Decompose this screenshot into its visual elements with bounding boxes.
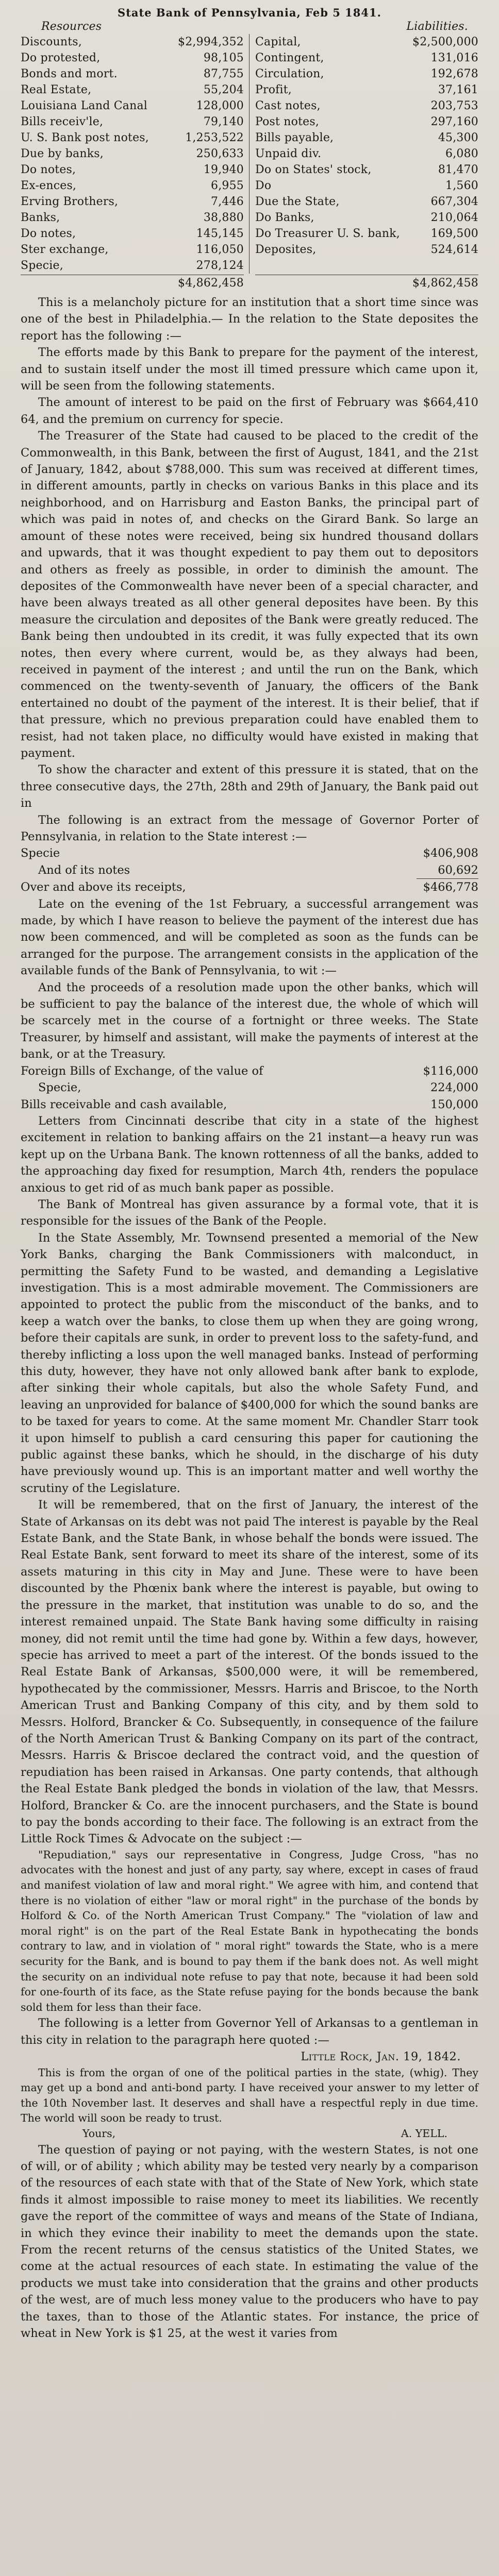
statement-row <box>21 178 244 194</box>
liabilities-heading: Liabilities. <box>406 20 468 33</box>
statement-row <box>21 82 244 98</box>
statement-row <box>21 114 244 130</box>
repudiation-quote: "Repudiation," says our representative in Congress, Judge Cross, "has no advocates with the honest and just of any party, say where, except in cases of fraud and manifest violation of law and moral right." We agree with him, and contend that there is no violation of either "law or moral right" in the purchase of the bonds by Holford & Co. of the North American Trust Company." The "violation of law and moral right" is on the part of the Real Estate Bank in hypothecating the bonds contrary to law, and in violation of " moral right" towards the State, who is a mere security for the Bank, and is bound to pay them if the bank does not. As well might the security on an individual note refuse to pay that note, because it had been sold for one-fourth of its face, as the State refuse paying for the bonds because the bank sold them for less than their face. <box>21 1848 478 2013</box>
statement-row-label: Unpaid div. <box>255 147 322 160</box>
paragraph: To show the character and extent of this pressure it is stated, that on the three consecutive days, the 27th, 28th and 29th of January, the Bank paid out in <box>21 763 478 810</box>
statement-row-amount: 524,614 <box>430 243 478 256</box>
ledger-row: Specie $406,908 <box>21 846 478 860</box>
statement-row-label: Do Banks, <box>255 211 314 224</box>
statement-row-label: Erving Brothers, <box>21 195 119 208</box>
statement-row-label: U. S. Bank post notes, <box>21 131 149 144</box>
statement-row-amount: 79,140 <box>203 115 244 128</box>
statement-title: State Bank of Pennsylvania, Feb 5 1841. <box>118 6 381 19</box>
statement-row-amount: 131,016 <box>430 52 478 64</box>
statement-row-amount: 297,160 <box>430 115 478 128</box>
statement-row-label: Do protested, <box>21 52 101 64</box>
statement-row <box>21 98 244 114</box>
statement-row-label: Due the State, <box>255 195 340 208</box>
statement-row-amount: 6,955 <box>211 179 244 192</box>
paragraph: In the State Assembly, Mr. Townsend presented a memorial of the New York Banks, charging the Bank Commissioners with malconduct, in permitting the Safety Fund to be wasted, and demanding a Legislative investigation. This is a most admirable movement. The Commissioners are appointed to protect the public from the misconduct of the banks, and to keep a watch over the banks, to close them up when they are going wrong, before their capitals are sunk, in order to prevent loss to the safety-fund, and thereby inflicting a loss upon the well managed banks. Instead of performing this duty, however, they have not only allowed bank after bank to explode, after sinking their whole capitals, but also the whole Safety Fund, and leaving an unprovided for balance of $400,000 for which the sound banks are to be taxed for years to come. At the same moment Mr. Chandler Starr took it upon himself to publish a card censuring this paper for cautioning the public against these banks, which he should, in the discharge of his duty have previously wound up. This is an important matter and well worthy the scrutiny of the Legislature. <box>21 1231 478 1495</box>
statement-row-amount: 278,124 <box>196 259 244 272</box>
statement-row <box>255 146 478 162</box>
ledger-row: Specie, 224,000 <box>38 1081 478 1095</box>
statement-row-label: Deposites, <box>255 243 317 256</box>
statement-body <box>21 34 478 274</box>
statement-row-label: Circulation, <box>255 67 324 80</box>
statement-row-label: Do Treasurer U. S. bank, <box>255 227 400 240</box>
statement-row <box>21 162 244 178</box>
statement-row-amount: 169,500 <box>430 227 478 240</box>
statement-row-amount: 19,940 <box>203 163 244 176</box>
paragraph: This is a melancholy picture for an institution that a short time since was one of the best in Philadelphia.— In the relation to the State deposites the report has the following :— <box>21 296 478 343</box>
statement-row <box>21 258 244 274</box>
statement-row-amount: 1,560 <box>445 179 478 192</box>
statement-row <box>255 162 478 178</box>
statement-row <box>255 242 478 258</box>
yell-letter: This is from the organ of one of the political parties in the state, (whig). They may get up a bond and anti-bond party. I have received your answer to my letter of the 10th November last. It deserves and shall have a respectful reply in due time. The world will soon be ready to trust. <box>21 2066 478 2125</box>
paragraph: The Treasurer of the State had caused to be placed to the credit of the Commonwealth, in this Bank, between the first of August, 1841, and the 21st of January, 1842, about $788,000. This sum was received at different times, in different amounts, partly in checks on various Banks in this place and its neighborhood, and on Harrisburg and Easton Banks, the principal part of which was paid in notes of, and checks on the Girard Bank. So large an amount of these notes were received, being six hundred thousand dollars and upwards, that it was thought expedient to pay them out to depositors and others as freely as possible, in order to diminish the amount. The deposites of the Commonwealth have never been of a special character, and have been always treated as all other general deposites have been. By this measure the circulation and deposites of the Bank were greatly reduced. The Bank being then undoubted in its credit, it was fully expected that its own notes, then every where current, would be, as they always had been, received in payment of the interest ; and until the run on the Bank, which commenced on the twenty-seventh of January, the officers of the Bank entertained no doubt of the payment of the interest. It is their belief, that if that pressure, which no previous preparation could have enabled them to resist, had not taken place, no difficulty would have existed in making that payment. <box>21 429 478 760</box>
statement-row <box>21 34 244 50</box>
statement-row <box>21 130 244 146</box>
paragraph: Letters from Cincinnati describe that city in a state of the highest excitement in relation to banking affairs on the 21 instant—a heavy run was kept up on the Urbana Bank. The known rottenness of all the banks, added to the approaching day fixed for resumption, March 4th, renders the populace anxious to get rid of as much bank paper as possible. <box>21 1114 478 1195</box>
statement-row <box>255 194 478 210</box>
statement-row-amount: 128,000 <box>196 99 244 112</box>
paragraph: The following is a letter from Governor Yell of Arkansas to a gentleman in this city in relation to the paragraph here quoted :— <box>21 2016 478 2047</box>
statement-totals <box>21 275 478 291</box>
statement-row-label: Post notes, <box>255 115 320 128</box>
statement-row <box>21 146 244 162</box>
statement-row <box>255 98 478 114</box>
letter-dateline: Little Rock, Jan. 19, 1842. <box>301 2050 461 2064</box>
statement-row-amount: 37,161 <box>438 83 478 96</box>
girard-payout-ledger <box>21 845 478 895</box>
paragraph: The efforts made by this Bank to prepare for the payment of the interest, and to sustain itself under the most ill timed pressure which came upon it, will be seen from the following statements. <box>21 346 478 393</box>
liabilities-total: $4,862,458 <box>255 275 478 291</box>
statement-row <box>255 82 478 98</box>
ledger-total-row: Over and above its receipts, $466,778 <box>21 880 478 894</box>
ledger-row: And of its notes 60,692 <box>21 862 478 879</box>
statement-row-amount: 7,446 <box>211 195 244 208</box>
statement-row <box>21 50 244 66</box>
statement-row <box>21 194 244 210</box>
liabilities-column <box>255 34 478 274</box>
available-funds-ledger <box>21 1063 478 1113</box>
statement-row-label: Real Estate, <box>21 83 92 96</box>
statement-row-label: Discounts, <box>21 36 82 48</box>
statement-row-amount: 6,080 <box>445 147 478 160</box>
statement-row-amount: 87,755 <box>203 67 244 80</box>
statement-row-label: Cast notes, <box>255 99 321 112</box>
letter-signature <box>21 2126 478 2142</box>
statement-row-amount: 192,678 <box>430 67 478 80</box>
statement-row-label: Banks, <box>21 211 60 224</box>
statement-row-amount: 116,050 <box>196 243 244 256</box>
statement-row <box>255 226 478 242</box>
statement-row-amount: 250,633 <box>196 147 244 160</box>
statement-row-amount: 667,304 <box>430 195 478 208</box>
ledger-row: Bills receivable and cash available, 150,000 <box>21 1097 478 1111</box>
statement-row-amount: $2,500,000 <box>412 36 478 48</box>
statement-row <box>255 130 478 146</box>
statement-row-label: Bills receiv'le, <box>21 115 104 128</box>
paragraph: And the proceeds of a resolution made upon the other banks, which will be sufficient to pay the balance of the interest due, the whole of which will be scarcely met in the course of a fortnight or three weeks. The State Treasurer, by himself and assistant, will make the payments of interest at the bank, or at the Treasury. <box>21 980 478 1061</box>
statement-row <box>255 114 478 130</box>
statement-row-label: Profit, <box>255 83 292 96</box>
statement-row-amount: 210,064 <box>430 211 478 224</box>
statement-row <box>255 210 478 226</box>
signature-name: A. YELL. <box>401 2127 447 2140</box>
statement-row-label: Specie, <box>21 259 63 272</box>
statement-row-amount: 98,105 <box>203 52 244 64</box>
statement-headings <box>21 20 478 34</box>
paragraph: Late on the evening of the 1st February, a successful arrangement was made, by which I have reason to believe the payment of the interest due has now been commenced, and will be completed as soon as the funds can be arranged for the purpose. The arrangement consists in the application of the available funds of the Bank of Pennsylvania, to wit :— <box>21 897 478 978</box>
statement-row-amount: 45,300 <box>438 131 478 144</box>
signature-closing: Yours, <box>82 2127 116 2140</box>
ledger-row: Foreign Bills of Exchange, of the value of $116,000 <box>21 1064 478 1078</box>
statement-row-label: Do notes, <box>21 163 76 176</box>
statement-row-amount: 81,470 <box>438 163 478 176</box>
column-divider <box>249 34 250 274</box>
resources-heading: Resources <box>41 20 102 33</box>
paragraph: The amount of interest to be paid on the first of February was $664,410 64, and the premium on currency for specie. <box>21 396 478 426</box>
statement-row <box>21 226 244 242</box>
statement-row-label: Ster exchange, <box>21 243 109 256</box>
statement-row-amount: 203,753 <box>430 99 478 112</box>
statement-row-amount: 38,880 <box>203 211 244 224</box>
statement-row-label: Capital, <box>255 36 301 48</box>
resources-column <box>21 34 244 274</box>
statement-row <box>21 242 244 258</box>
statement-row <box>21 66 244 82</box>
statement-row-label: Louisiana Land Canal <box>21 99 148 112</box>
paragraph: It will be remembered, that on the first of January, the interest of the State of Arkansas on its debt was not paid The interest is payable by the Real Estate Bank, and the State Bank, in whose behalf the bonds were issued. The Real Estate Bank, sent forward to meet its share of the interest, some of its assets maturing in this city in May and June. These were to have been discounted by the Phœnix bank where the interest is payable, but owing to the pressure in the market, that institution was unable to do so, and the interest remained unpaid. The State Bank having some difficulty in raising money, did not remit until the time had gone by. Within a few days, however, specie has arrived to meet a part of the interest. Of the bonds issued to the Real Estate Bank of Arkansas, $500,000 were, it will be remembered, hypothecated by the commissioner, Messrs. Harris and Briscoe, to the North American Trust and Banking Company of this city, and by them sold to Messrs. Holford, Brancker & Co. Subsequently, in consequence of the failure of the North American Trust & Banking Company on its part of the contract, Messrs. Harris & Briscoe declared the contract void, and the question of repudiation has been raised in Arkansas. One party contends, that although the Real Estate Bank pledged the bonds in violation of the law, that Messrs. Holford, Brancker & Co. are the innocent purchasers, and the State is bound to pay the bonds according to their face. The following is an extract from the Little Rock Times & Advocate on the subject :— <box>21 1498 478 1846</box>
article-body <box>21 294 478 2342</box>
statement-row-label: Do notes, <box>21 227 76 240</box>
statement-row <box>255 50 478 66</box>
statement-row <box>255 66 478 82</box>
statement-row-label: Bonds and mort. <box>21 67 118 80</box>
paragraph: The following is an extract from the message of Governor Porter of Pennsylvania, in relation to the State interest :— <box>21 813 478 843</box>
paragraph: The question of paying or not paying, with the western States, is not one of will, or of ability ; which ability may be tested very nearly by a comparison of the resources of each state with that of the State of New York, which state finds it almost impossible to raise money to meet its liabilities. We recently gave the report of the committee of ways and means of the State of Indiana, in which they evince their inability to meet the demands upon the state. From the recent returns of the census statistics of the United States, we come at the actual resources of each state. In estimating the value of the products we must take into consideration that the grains and other products of the west, are of much less money value to the producers who have to pay the taxes, than to those of the Atlantic states. For instance, the price of wheat in New York is $1 25, at the west it varies from <box>21 2143 478 2340</box>
statement-row-label: Do on States' stock, <box>255 163 372 176</box>
statement-row-amount: $2,994,352 <box>178 36 244 48</box>
statement-row-label: Bills payable, <box>255 131 334 144</box>
paragraph: The Bank of Montreal has given assurance by a formal vote, that it is responsible for the issues of the Bank of the People. <box>21 1197 478 1228</box>
statement-row-label: Contingent, <box>255 52 324 64</box>
bank-statement <box>21 6 478 291</box>
statement-row <box>21 210 244 226</box>
resources-total: $4,862,458 <box>21 275 244 291</box>
statement-row-label: Due by banks, <box>21 147 104 160</box>
statement-row-amount: 55,204 <box>203 83 244 96</box>
statement-row <box>255 178 478 194</box>
statement-row <box>255 34 478 50</box>
statement-row-amount: 145,145 <box>196 227 244 240</box>
statement-row-label: Do <box>255 179 272 192</box>
statement-row-label: Ex-ences, <box>21 179 77 192</box>
statement-row-amount: 1,253,522 <box>185 131 244 144</box>
